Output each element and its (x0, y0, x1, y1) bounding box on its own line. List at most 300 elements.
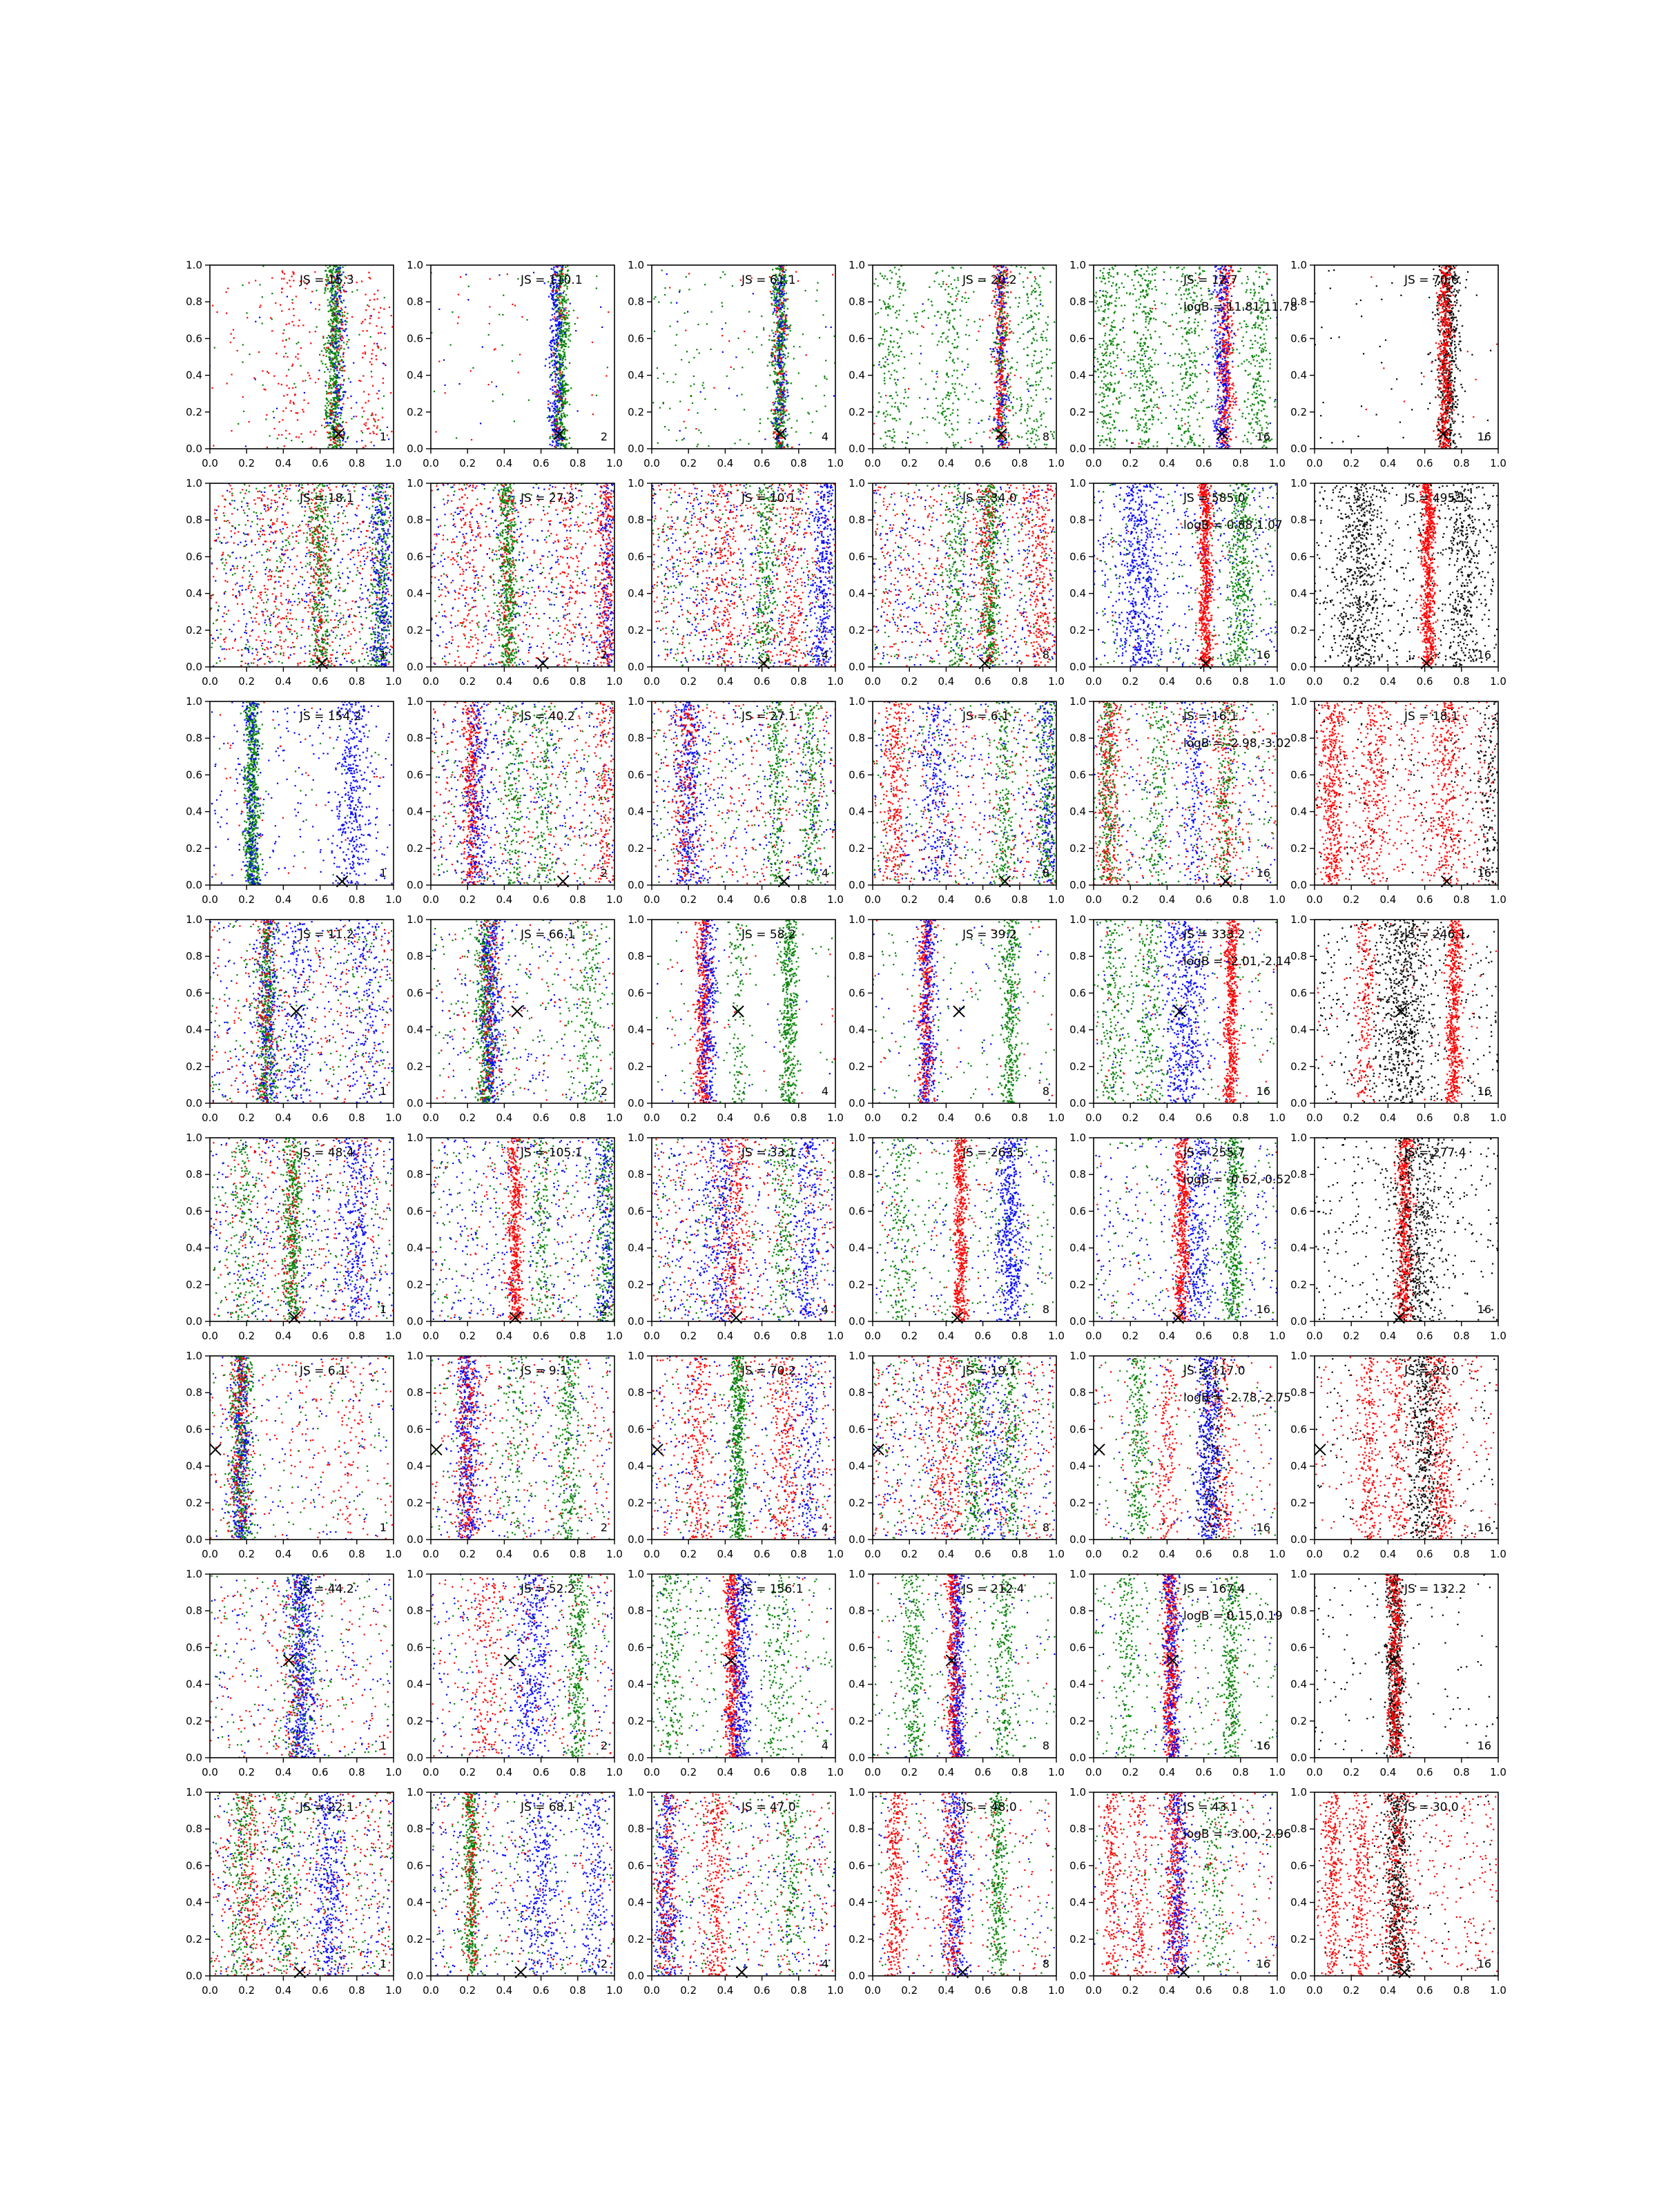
scatter-point (561, 396, 562, 397)
scatter-point (1006, 271, 1007, 272)
scatter-point (785, 371, 786, 372)
scatter-point (563, 412, 564, 414)
scatter-point (557, 297, 559, 298)
scatter-point (1006, 381, 1007, 382)
scatter-point (957, 293, 958, 295)
scatter-point (361, 322, 362, 324)
scatter-point (934, 316, 936, 317)
scatter-point (226, 313, 227, 314)
scatter-point (960, 267, 962, 269)
scatter-point (771, 303, 773, 304)
scatter-point (1235, 335, 1237, 336)
scatter-point (944, 411, 945, 412)
scatter-point (1002, 325, 1004, 327)
scatter-point (919, 397, 920, 398)
scatter-point (512, 360, 513, 362)
scatter-point (318, 309, 320, 310)
scatter-point (556, 356, 557, 357)
scatter-point (889, 414, 891, 416)
scatter-point (1035, 381, 1036, 382)
scatter-point (711, 311, 713, 313)
scatter-point (337, 311, 338, 312)
scatter-point (1006, 351, 1007, 352)
scatter-point (882, 275, 883, 277)
scatter-point (1034, 280, 1036, 282)
scatter-point (328, 324, 329, 325)
scatter-point (771, 293, 773, 294)
scatter-point (1266, 273, 1268, 275)
scatter-point (371, 353, 373, 354)
scatter-point (786, 409, 787, 411)
scatter-point (1027, 445, 1028, 446)
scatter-point (958, 291, 959, 292)
scatter-point (1112, 351, 1114, 353)
scatter-point (568, 339, 569, 340)
scatter-point (1026, 314, 1027, 316)
scatter-point (381, 327, 382, 328)
scatter-point (996, 422, 998, 423)
scatter-point (560, 392, 561, 394)
scatter-point (563, 316, 565, 318)
scatter-point (1099, 344, 1101, 345)
scatter-point (978, 423, 979, 424)
scatter-point (1003, 271, 1005, 273)
scatter-point (996, 408, 997, 409)
scatter-point (376, 355, 377, 356)
scatter-point (1208, 372, 1209, 373)
scatter-point (1026, 412, 1027, 414)
scatter-point (340, 399, 341, 400)
scatter-point (334, 305, 336, 307)
scatter-point (903, 377, 904, 378)
scatter-point (721, 328, 723, 329)
scatter-point (270, 317, 271, 318)
scatter-point (1045, 398, 1047, 399)
scatter-point (338, 395, 339, 396)
scatter-point (1203, 442, 1204, 443)
scatter-point (564, 315, 565, 316)
scatter-point (1024, 418, 1025, 420)
scatter-point (1037, 436, 1038, 437)
scatter-point (911, 422, 912, 423)
scatter-point (552, 421, 554, 423)
scatter-point (948, 408, 949, 409)
scatter-point (873, 423, 875, 424)
scatter-point (960, 309, 961, 311)
scatter-point (771, 297, 772, 298)
scatter-point (1098, 376, 1099, 378)
scatter-point (715, 409, 716, 410)
scatter-point (816, 289, 817, 291)
scatter-point (328, 400, 329, 402)
scatter-point (777, 345, 779, 347)
scatter-point (953, 446, 955, 447)
scatter-point (554, 360, 555, 361)
scatter-point (347, 436, 349, 438)
scatter-point (282, 333, 284, 334)
scatter-point (782, 411, 784, 413)
scatter-point (553, 423, 554, 424)
scatter-point (664, 426, 666, 427)
scatter-point (774, 344, 775, 345)
scatter-point (562, 304, 563, 306)
scatter-point (951, 434, 953, 435)
scatter-point (884, 382, 885, 384)
scatter-point (329, 444, 330, 445)
scatter-point (997, 398, 998, 400)
scatter-point (1010, 372, 1011, 373)
scatter-point (891, 327, 892, 329)
scatter-point (978, 331, 979, 332)
scatter-point (774, 373, 775, 375)
scatter-point (806, 354, 807, 356)
scatter-point (998, 324, 999, 326)
scatter-point (991, 373, 992, 374)
scatter-point (1199, 412, 1200, 414)
scatter-point (552, 402, 554, 404)
scatter-point (748, 349, 749, 350)
scatter-point (342, 316, 343, 317)
scatter-point (908, 388, 909, 389)
scatter-point (768, 339, 770, 340)
scatter-point (1268, 423, 1269, 425)
scatter-point (336, 420, 338, 421)
scatter-point (488, 334, 490, 336)
scatter-point (998, 370, 1000, 371)
scatter-point (372, 431, 374, 432)
scatter-point (335, 401, 336, 402)
scatter-point (1132, 320, 1134, 321)
scatter-point (329, 378, 331, 379)
scatter-point (517, 278, 519, 280)
scatter-point (1008, 444, 1009, 445)
scatter-point (238, 423, 239, 425)
scatter-point (340, 418, 341, 419)
scatter-point (293, 308, 294, 309)
scatter-point (287, 296, 288, 298)
scatter-point (564, 332, 565, 333)
scatter-point (1006, 322, 1007, 324)
scatter-point (890, 340, 891, 342)
scatter-point (786, 380, 787, 382)
scatter-point (771, 409, 773, 410)
scatter-point (563, 388, 564, 389)
scatter-point (343, 352, 345, 353)
scatter-point (322, 362, 323, 364)
scatter-point (336, 385, 338, 387)
scatter-point (679, 291, 680, 293)
scatter-point (920, 345, 921, 347)
scatter-point (334, 419, 336, 420)
scatter-point (891, 374, 892, 376)
scatter-point (1023, 317, 1024, 318)
scatter-point (1027, 408, 1028, 409)
scatter-point (552, 416, 553, 417)
scatter-point (243, 411, 244, 412)
scatter-point (775, 363, 776, 365)
scatter-point (329, 325, 331, 327)
scatter-point (568, 311, 570, 312)
scatter-point (552, 352, 554, 353)
scatter-point (772, 313, 773, 315)
scatter-point (307, 402, 309, 404)
scatter-point (271, 293, 273, 294)
scatter-point (895, 317, 897, 318)
scatter-point (677, 321, 678, 322)
scatter-point (559, 295, 561, 296)
scatter-point (782, 271, 783, 272)
scatter-point (337, 440, 338, 442)
scatter-point (445, 392, 446, 394)
scatter-point (561, 440, 563, 441)
scatter-point (333, 313, 334, 314)
scatter-point (345, 307, 346, 308)
scatter-point (258, 351, 260, 353)
scatter-point (781, 368, 782, 369)
x-tick-label: 0.2 (238, 457, 255, 469)
scatter-point (779, 307, 781, 309)
scatter-point (1040, 300, 1041, 301)
scatter-point (948, 286, 949, 287)
scatter-point (997, 420, 998, 421)
scatter-point (341, 322, 342, 324)
scatter-point (1125, 375, 1127, 376)
scatter-point (1010, 392, 1011, 394)
scatter-point (384, 297, 385, 298)
scatter-point (335, 291, 336, 293)
scatter-point (1239, 409, 1240, 410)
scatter-point (779, 304, 780, 305)
scatter-point (284, 273, 285, 275)
scatter-point (773, 332, 774, 333)
scatter-point (695, 428, 697, 429)
scatter-point (329, 425, 330, 426)
scatter-point (957, 429, 958, 430)
scatter-point (502, 314, 503, 316)
scatter-point (658, 302, 659, 303)
scatter-point (291, 440, 292, 441)
scatter-point (1019, 297, 1020, 298)
scatter-point (1027, 347, 1028, 348)
scatter-point (562, 266, 563, 268)
scatter-point (1054, 322, 1055, 323)
scatter-point (1021, 322, 1023, 323)
x-tick-label: 0.4 (275, 457, 291, 469)
scatter-point (1027, 365, 1028, 366)
scatter-point (331, 335, 333, 336)
scatter-point (1030, 310, 1031, 311)
scatter-point (703, 382, 704, 383)
scatter-point (781, 391, 782, 393)
scatter-point (995, 363, 996, 365)
scatter-point (293, 383, 295, 385)
scatter-point (271, 318, 273, 320)
scatter-point (289, 323, 290, 324)
scatter-point (332, 383, 333, 385)
scatter-point (952, 310, 953, 311)
scatter-point (282, 271, 283, 272)
scatter-point (885, 444, 886, 445)
scatter-point (338, 377, 339, 378)
scatter-point (889, 305, 890, 307)
panel-count-label: 8 (1043, 430, 1049, 443)
scatter-point (1011, 358, 1013, 359)
scatter-point (961, 300, 962, 302)
scatter-point (1006, 442, 1007, 443)
scatter-point (371, 376, 372, 378)
scatter-point (1243, 336, 1244, 338)
scatter-point (1007, 334, 1008, 336)
scatter-point (562, 351, 563, 352)
scatter-point (779, 270, 781, 271)
panel-count-label: 4 (822, 430, 828, 443)
scatter-point (936, 371, 938, 372)
scatter-point (328, 321, 329, 322)
scatter-point (776, 322, 777, 324)
scatter-point (563, 310, 564, 311)
scatter-point (336, 358, 338, 359)
scatter-point (1031, 438, 1032, 439)
scatter-point (1031, 293, 1032, 295)
x-tick-label: 0.8 (349, 457, 365, 469)
scatter-point (741, 394, 742, 395)
scatter-point (360, 380, 361, 382)
scatter-point (556, 342, 557, 343)
scatter-point (338, 338, 339, 339)
scatter-point (559, 382, 561, 384)
scatter-points (209, 264, 394, 449)
scatter-point (331, 387, 332, 389)
scatter-point (991, 356, 993, 358)
scatter-point (773, 360, 774, 362)
scatter-point (771, 330, 773, 331)
scatter-point (1007, 269, 1008, 270)
scatter-point (992, 332, 994, 333)
scatter-point (1001, 291, 1002, 293)
scatter-point (878, 364, 880, 365)
y-tick-label: 1.0 (628, 259, 644, 271)
scatter-point (779, 300, 781, 301)
scatter-point (329, 343, 331, 345)
scatter-point (333, 422, 334, 423)
scatter-point (1005, 435, 1006, 436)
js-annotation: JS = 110.1 (520, 273, 583, 287)
scatter-point (898, 356, 900, 357)
scatter-point (321, 425, 322, 426)
scatter-point (273, 376, 275, 377)
scatter-point (831, 327, 832, 328)
scatter-point (1247, 276, 1248, 278)
scatter-point (378, 311, 380, 313)
scatter-point (1002, 313, 1003, 314)
scatter-point (931, 301, 932, 302)
scatter-point (282, 340, 283, 341)
scatter-point (340, 292, 342, 293)
scatter-point (721, 306, 723, 307)
scatter-point (1126, 292, 1127, 293)
scatter-point (592, 342, 593, 343)
scatter-point (1143, 345, 1144, 347)
scatter-point (324, 427, 325, 428)
scatter-point (340, 415, 341, 416)
scatter-point (333, 339, 334, 340)
scatter-point (559, 366, 561, 367)
scatter-point (1001, 398, 1002, 399)
scatter-point (819, 337, 820, 338)
scatter-point (998, 368, 1000, 369)
scatter-point (997, 424, 998, 425)
scatter-point (1002, 370, 1004, 371)
scatter-point (795, 431, 797, 433)
scatter-point (333, 337, 335, 338)
scatter-point (556, 304, 558, 305)
scatter-point (1000, 370, 1001, 371)
scatter-point (557, 427, 559, 429)
scatter-point (1036, 314, 1037, 316)
scatter-point (889, 308, 891, 309)
scatter-point (503, 295, 504, 296)
scatter-point (365, 309, 367, 311)
scatter-point (337, 392, 338, 394)
scatter-point (333, 318, 334, 320)
scatter-point (684, 421, 685, 423)
scatter-point (562, 404, 563, 405)
scatter-point (552, 302, 554, 303)
scatter-point (873, 365, 875, 366)
scatter-point (491, 381, 492, 382)
scatter-point (780, 348, 782, 349)
scatter-point (1034, 420, 1035, 422)
scatter-point (884, 373, 885, 374)
scatter-point (336, 330, 337, 331)
scatter-point (891, 406, 893, 407)
scatter-point (365, 351, 366, 353)
scatter-point (351, 316, 353, 318)
scatter-point (1000, 419, 1002, 420)
scatter-point (989, 348, 991, 349)
scatter-point (996, 358, 997, 359)
scatter-point (957, 377, 958, 378)
scatter-point (899, 276, 900, 278)
scatter-point (331, 338, 332, 339)
scatter-point (776, 342, 777, 344)
scatter-point (388, 438, 389, 440)
scatter-point (1007, 396, 1009, 397)
scatter-point (358, 334, 360, 336)
scatter-point (1158, 407, 1159, 409)
scatter-point (815, 300, 817, 302)
scatter-point (563, 322, 565, 323)
scatter-point (568, 347, 570, 348)
scatter-point (333, 411, 334, 413)
scatter-point (507, 273, 508, 275)
scatter-point (1121, 373, 1123, 374)
scatter-point (558, 353, 559, 354)
scatter-point (565, 346, 566, 347)
scatter-point (334, 381, 336, 382)
scatter-point (785, 318, 786, 319)
scatter-point (1029, 385, 1031, 387)
scatter-point (763, 327, 764, 329)
scatter-point (902, 285, 904, 287)
scatter-point (346, 343, 347, 345)
scatter-point (1006, 315, 1007, 316)
scatter-point (271, 330, 273, 331)
scatter-point (774, 422, 775, 423)
scatter-point (460, 276, 461, 278)
scatter-point (772, 423, 773, 424)
scatter-point (557, 324, 559, 325)
